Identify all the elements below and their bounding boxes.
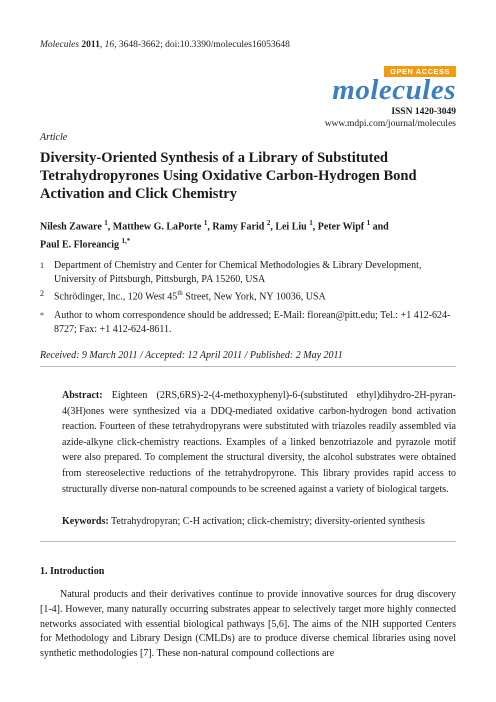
author-affil-marker: 1 [366, 219, 371, 227]
correspondence-marker: * [40, 311, 44, 320]
correspondence [40, 309, 460, 336]
affiliation-number: 1 [40, 261, 44, 270]
citation-journal: Molecules [40, 40, 80, 50]
citation-year: 2011 [81, 40, 100, 50]
issn: ISSN 1420-3049 [391, 107, 456, 117]
affiliation-text: Department of Chemistry and Center for Chemical Methodologies & Library Development, University of Pittsburgh, Pittsburgh, PA 15260, USA [54, 260, 422, 285]
open-access-badge: OPEN ACCESS [384, 66, 456, 77]
intro-paragraph: Natural products and their derivatives continue to provide innovative sources for drug discovery [1-4]. However, many naturally occurring substrates appear to selectively target more highly connected networks associated with essential biological pathways [5,6]. The aims of the NIH supported Centers for Methodology and Library Design (CMLDs) are to produce diverse chemical libraries using novel synthetic methodologies [7]. These non-natural compound collections are [40, 589, 456, 660]
correspondence-text: Author to whom correspondence should be addressed; E-Mail: florean@pitt.edu; Tel.: +1 412-624-8727; Fax: +1 412-624-8611. [54, 310, 451, 335]
citation-volume: 16 [104, 40, 115, 50]
author-affil-marker: 1 [309, 219, 313, 227]
abstract-label: Abstract: [62, 390, 103, 401]
author-name: Lei Liu [275, 221, 307, 233]
keywords [62, 516, 456, 527]
keywords-label: Keywords: [62, 516, 109, 527]
affiliation-2 [40, 287, 460, 304]
publication-dates: Received: 9 March 2011 / Accepted: 12 April 2011 / Published: 2 May 2011 [40, 350, 343, 361]
author-name: Peter Wipf [317, 221, 365, 233]
author-name: Ramy Farid [212, 221, 265, 233]
section-heading: 1. Introduction [40, 566, 105, 577]
author-affil-marker: 1 [203, 219, 208, 227]
author-affil-marker: 2 [266, 219, 271, 227]
divider [40, 366, 456, 367]
keywords-text: Tetrahydropyran; C-H activation; click-chemistry; diversity-oriented synthesis [108, 516, 425, 527]
article-type: Article [40, 132, 68, 143]
author-name: Nilesh Zaware [40, 221, 102, 233]
author-name: Paul E. Floreancig [40, 239, 119, 251]
journal-logo: molecules [332, 74, 456, 106]
citation-line: Molecules 2011, 16, 3648-3662; doi:10.3390/molecules16053648 [40, 40, 290, 50]
divider [40, 541, 456, 542]
citation-pages: , 3648-3662; doi:10.3390/molecules16053648 [114, 40, 290, 50]
author-affil-marker: 1,* [121, 237, 131, 246]
abstract-text: Eighteen (2RS,6RS)-2-(4-methoxyphenyl)-6-(substituted ethyl)dihydro-2H-pyran-4(3H)ones were synthesized via a DDQ-mediated oxidative carbon-hydrogen bond activation reaction. Fourteen of these tetrahydropyrans were substituted with triazoles readily assembled via azide-alkyne click-chemistry reactions. Examples of a linked benzotriazole and pyrazole motif were also prepared. To complement the structural diversity, the alcohol substrates were obtained from stereoselective reductions of the tetrahydropyrone. This library provides rapid access to structurally diverse non-natural compounds to be screened against a variety of biological targets. [62, 390, 456, 495]
article-title: Diversity-Oriented Synthesis of a Library of Substituted Tetrahydropyrones Using Oxidative Carbon-Hydrogen Bond Activation and Click Chemistry [40, 150, 417, 202]
abstract [62, 388, 456, 497]
author-name: Matthew G. LaPorte [112, 221, 202, 233]
affiliation-1 [40, 259, 460, 286]
affiliation-number: 2 [40, 289, 44, 298]
author-list: Nilesh Zaware $^1$, Matthew G. LaPorte $^1$, Ramy Farid $^2$, Lei Liu $^1$, Peter Wipf $^1$ and Paul E. Floreancig $^{1,*}$ [40, 219, 389, 251]
journal-url[interactable]: www.mdpi.com/journal/molecules [324, 119, 456, 129]
affiliation-text: Schrödinger, Inc., 120 West 45th Street, New York, NY 10036, USA [54, 289, 326, 303]
author-affil-marker: 1 [104, 219, 108, 227]
